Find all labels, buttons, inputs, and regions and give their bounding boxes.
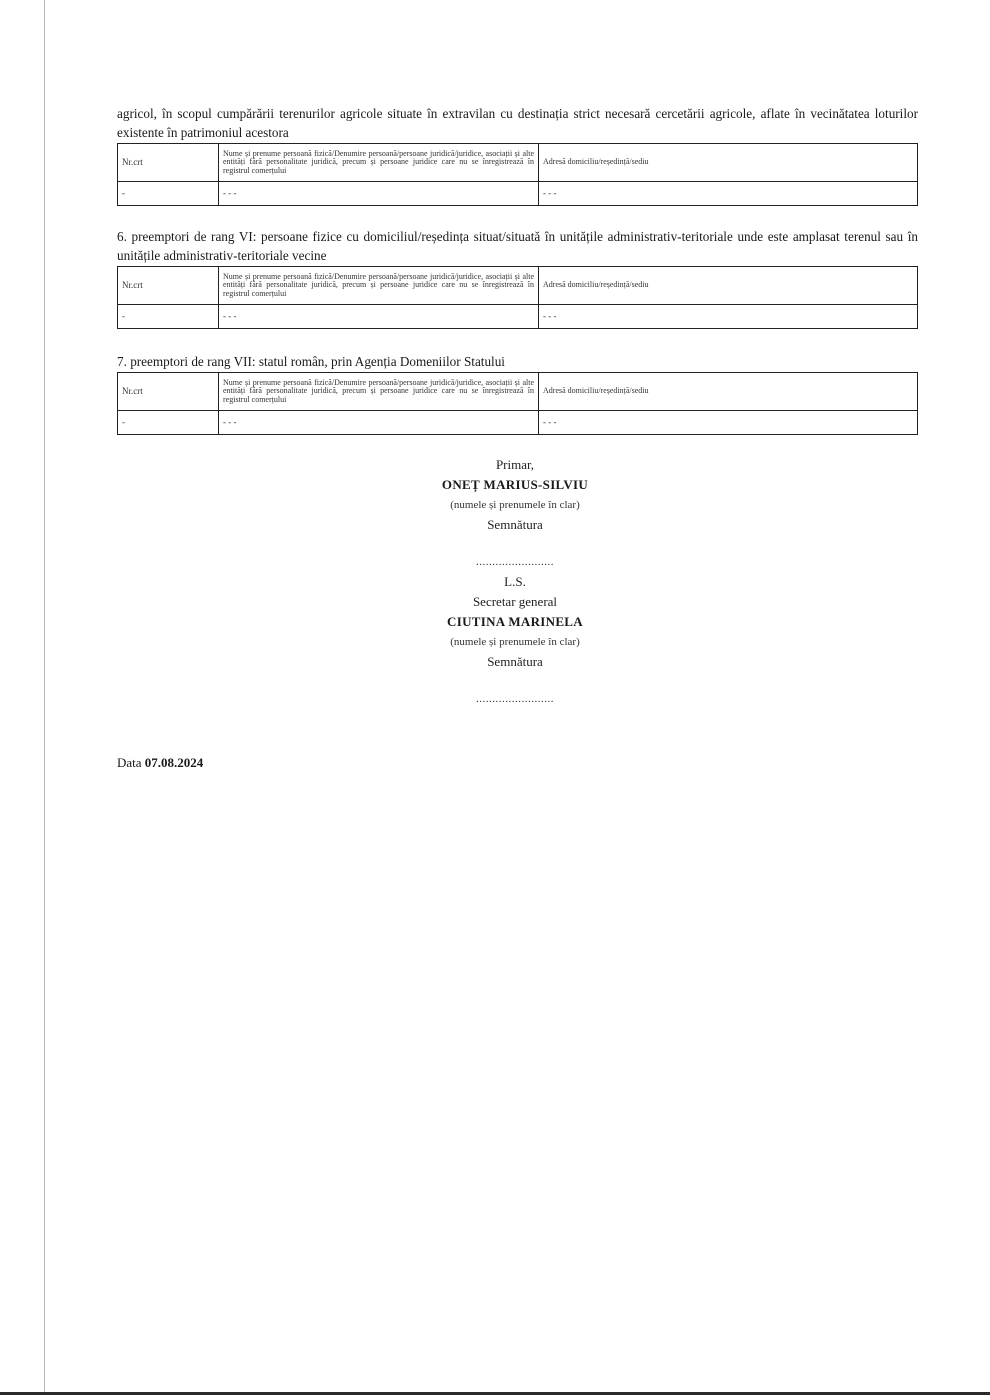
cell-name: - - - bbox=[219, 182, 539, 206]
cell-nr: - bbox=[118, 182, 219, 206]
mayor-signature-line: ........................ bbox=[476, 556, 554, 568]
page-margin-line bbox=[44, 0, 45, 1392]
cell-name: - - - bbox=[219, 305, 539, 329]
table-header-row bbox=[118, 373, 918, 411]
page-bottom-edge bbox=[0, 1392, 990, 1395]
cell-name: - - - bbox=[219, 411, 539, 435]
section-7-heading: 7. preemptori de rang VII: statul român, prin Agenția Domeniilor Statului bbox=[117, 354, 505, 369]
cell-address: - - - bbox=[539, 182, 918, 206]
table-row bbox=[118, 305, 918, 329]
secretary-name-caption: (numele și prenumele în clar) bbox=[450, 636, 580, 648]
document-body bbox=[117, 104, 918, 435]
header-name: Nume și prenume persoană fizică/Denumire persoană/persoane juridică/juridice, asociații și alte entități fără personalitate juridică, precum și persoane juridice care nu se înregistrează în registrul comerțului bbox=[219, 267, 539, 305]
mayor-name-caption: (numele și prenumele în clar) bbox=[450, 499, 580, 511]
cell-address: - - - bbox=[539, 305, 918, 329]
table-row bbox=[118, 182, 918, 206]
mayor-name: ONEȚ MARIUS-SILVIU bbox=[441, 477, 589, 492]
header-nr: Nr.crt bbox=[118, 267, 219, 305]
cell-address: - - - bbox=[539, 411, 918, 435]
table-row bbox=[118, 411, 918, 435]
date-value: 07.08.2024 bbox=[144, 755, 204, 770]
header-address: Adresă domiciliu/reședință/sediu bbox=[539, 373, 918, 411]
header-nr: Nr.crt bbox=[118, 144, 219, 182]
header-address: Adresă domiciliu/reședință/sediu bbox=[539, 267, 918, 305]
preemptors-table-rank-vii bbox=[117, 372, 918, 435]
mayor-signature-block bbox=[380, 455, 650, 709]
date-label: Data bbox=[117, 755, 142, 770]
header-nr: Nr.crt bbox=[118, 373, 219, 411]
cell-nr: - bbox=[118, 411, 219, 435]
cell-nr: - bbox=[118, 305, 219, 329]
secretary-signature-line: ........................ bbox=[476, 693, 554, 705]
secretary-name: CIUTINA MARINELA bbox=[447, 614, 583, 629]
preemptors-table-rank-vi bbox=[117, 266, 918, 329]
mayor-signature-label: Semnătura bbox=[487, 517, 543, 532]
stamp-label: L.S. bbox=[504, 574, 526, 589]
document-date bbox=[117, 755, 203, 771]
intro-paragraph: agricol, în scopul cumpărării terenurilor agricole situate în extravilan cu destinația strict necesară cercetării agricole, aflate în vecinătatea loturilor existente în patrimoniul acestora bbox=[117, 106, 918, 140]
secretary-signature-label: Semnătura bbox=[487, 654, 543, 669]
table-header-row bbox=[118, 267, 918, 305]
secretary-role: Secretar general bbox=[472, 594, 558, 609]
header-name: Nume și prenume persoană fizică/Denumire persoană/persoane juridică/juridice, asociații și alte entități fără personalitate juridică, precum și persoane juridice care nu se înregistrează în registrul comerțului bbox=[219, 144, 539, 182]
preemptors-table-rank-v bbox=[117, 143, 918, 206]
header-address: Adresă domiciliu/reședință/sediu bbox=[539, 144, 918, 182]
header-name: Nume și prenume persoană fizică/Denumire persoană/persoane juridică/juridice, asociații și alte entități fără personalitate juridică, precum și persoane juridice care nu se înregistrează în registrul comerțului bbox=[219, 373, 539, 411]
mayor-role: Primar, bbox=[495, 457, 535, 472]
section-6-heading: 6. preemptori de rang VI: persoane fizice cu domiciliul/reședința situat/situată în unitățile administrativ-teritoriale unde este amplasat terenul sau în unitățile administrativ-teritoriale vecine bbox=[117, 229, 918, 263]
table-header-row bbox=[118, 144, 918, 182]
